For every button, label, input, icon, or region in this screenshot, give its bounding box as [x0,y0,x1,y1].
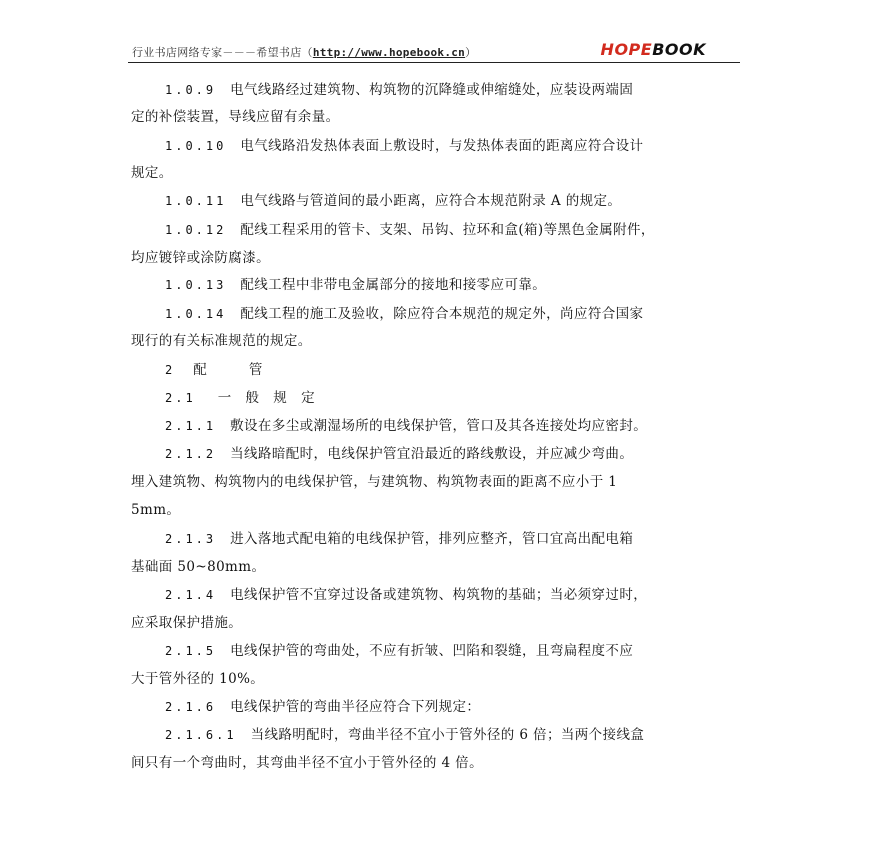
clause-text: 当线路暗配时，电线保护管宜沿最近的路线敷设，并应减少弯曲。 [230,446,634,462]
clause-text: 配线工程中非带电金属部分的接地和接零应可靠。 [240,277,547,293]
para-1-0-14-line2: 现行的有关标准规范的规定。 [131,333,312,349]
para-2-1-2-line1 [165,442,633,462]
para-2-1-5-line1 [165,639,633,659]
clause-number: 1.0.12 [165,223,227,237]
clause-number: 2.1.6 [165,700,217,714]
section-number: 2 [165,363,176,377]
clause-text: 电气线路沿发热体表面上敷设时，与发热体表面的距离应符合设计 [240,138,644,154]
clause-number: 2.1.1 [165,419,217,433]
para-2-1-2-line2: 埋入建筑物、构筑物内的电线保护管，与建筑物、构筑物表面的距离不应小于 1 [131,474,618,490]
para-2-1-4-line1 [165,583,647,603]
hopebook-logo [601,40,706,59]
para-1-0-14-line1 [165,302,643,322]
para-2-1-2-line3: 5mm。 [131,502,181,518]
para-1-0-9-line1 [165,78,633,98]
para-2-1-6-1-line1 [165,723,644,743]
para-2-1-1-line1 [165,414,647,434]
clause-number: 1.0.10 [165,139,227,153]
section-title: 配 管 [193,362,263,378]
para-1-0-9-line2: 定的补偿装置，导线应留有余量。 [131,109,340,125]
clause-text: 电气线路与管道间的最小距离，应符合本规范附录 A 的规定。 [240,193,622,209]
para-2-1-3-line2: 基础面 50~80mm。 [131,559,266,575]
section-2-heading [165,358,263,378]
para-2-1-5-line2: 大于管外径的 10%。 [131,671,265,687]
clause-text: 电线保护管不宜穿过设备或建筑物、构筑物的基础；当必须穿过时， [230,587,648,603]
clause-number: 2.1.5 [165,644,217,658]
clause-number: 2.1.6.1 [165,728,237,742]
page-header [128,38,740,63]
clause-number: 1.0.11 [165,194,227,208]
para-2-1-4-line2: 应采取保护措施。 [131,615,243,631]
para-2-1-6-1-line2: 间只有一个弯曲时，其弯曲半径不宜小于管外径的 4 倍。 [131,755,483,771]
clause-text: 配线工程的施工及验收，除应符合本规范的规定外，尚应符合国家 [240,306,644,322]
para-1-0-11-line1 [165,189,621,209]
section-number: 2.1 [165,391,196,405]
header-suffix: ） [465,46,477,59]
clause-number: 1.0.13 [165,278,227,292]
clause-text: 电线保护管的弯曲处，不应有折皱、凹陷和裂缝，且弯扁程度不应 [230,643,634,659]
clause-text: 配线工程采用的管卡、支架、吊钩、拉环和盒(箱)等黑色金属附件， [240,222,655,238]
para-1-0-12-line2: 均应镀锌或涂防腐漆。 [131,250,270,266]
para-1-0-13-line1 [165,273,546,293]
section-2-1-heading [165,386,315,406]
logo-hope: HOPE [600,40,653,59]
clause-text: 敷设在多尘或潮湿场所的电线保护管，管口及其各连接处均应密封。 [230,418,648,434]
clause-number: 1.0.9 [165,83,217,97]
header-prefix: 行业书店网络专家－－－希望书店（ [132,46,313,59]
section-title: 一 般 规 定 [217,390,315,406]
para-2-1-3-line1 [165,527,633,547]
logo-book: BOOK [652,40,706,59]
clause-number: 2.1.3 [165,532,217,546]
para-2-1-6-line1 [165,695,480,715]
clause-number: 2.1.2 [165,447,217,461]
para-1-0-12-line1 [165,218,655,238]
clause-text: 电气线路经过建筑物、构筑物的沉降缝或伸缩缝处，应装设两端固 [230,82,634,98]
header-text [132,44,476,60]
clause-number: 1.0.14 [165,307,227,321]
para-1-0-10-line1 [165,134,643,154]
clause-text: 电线保护管的弯曲半径应符合下列规定： [230,699,481,715]
clause-text: 当线路明配时，弯曲半径不宜小于管外径的 6 倍；当两个接线盒 [250,727,645,743]
header-link[interactable]: http://www.hopebook.cn [312,46,466,59]
clause-number: 2.1.4 [165,588,217,602]
para-1-0-10-line2: 规定。 [131,165,173,181]
clause-text: 进入落地式配电箱的电线保护管，排列应整齐，管口宜高出配电箱 [230,531,634,547]
